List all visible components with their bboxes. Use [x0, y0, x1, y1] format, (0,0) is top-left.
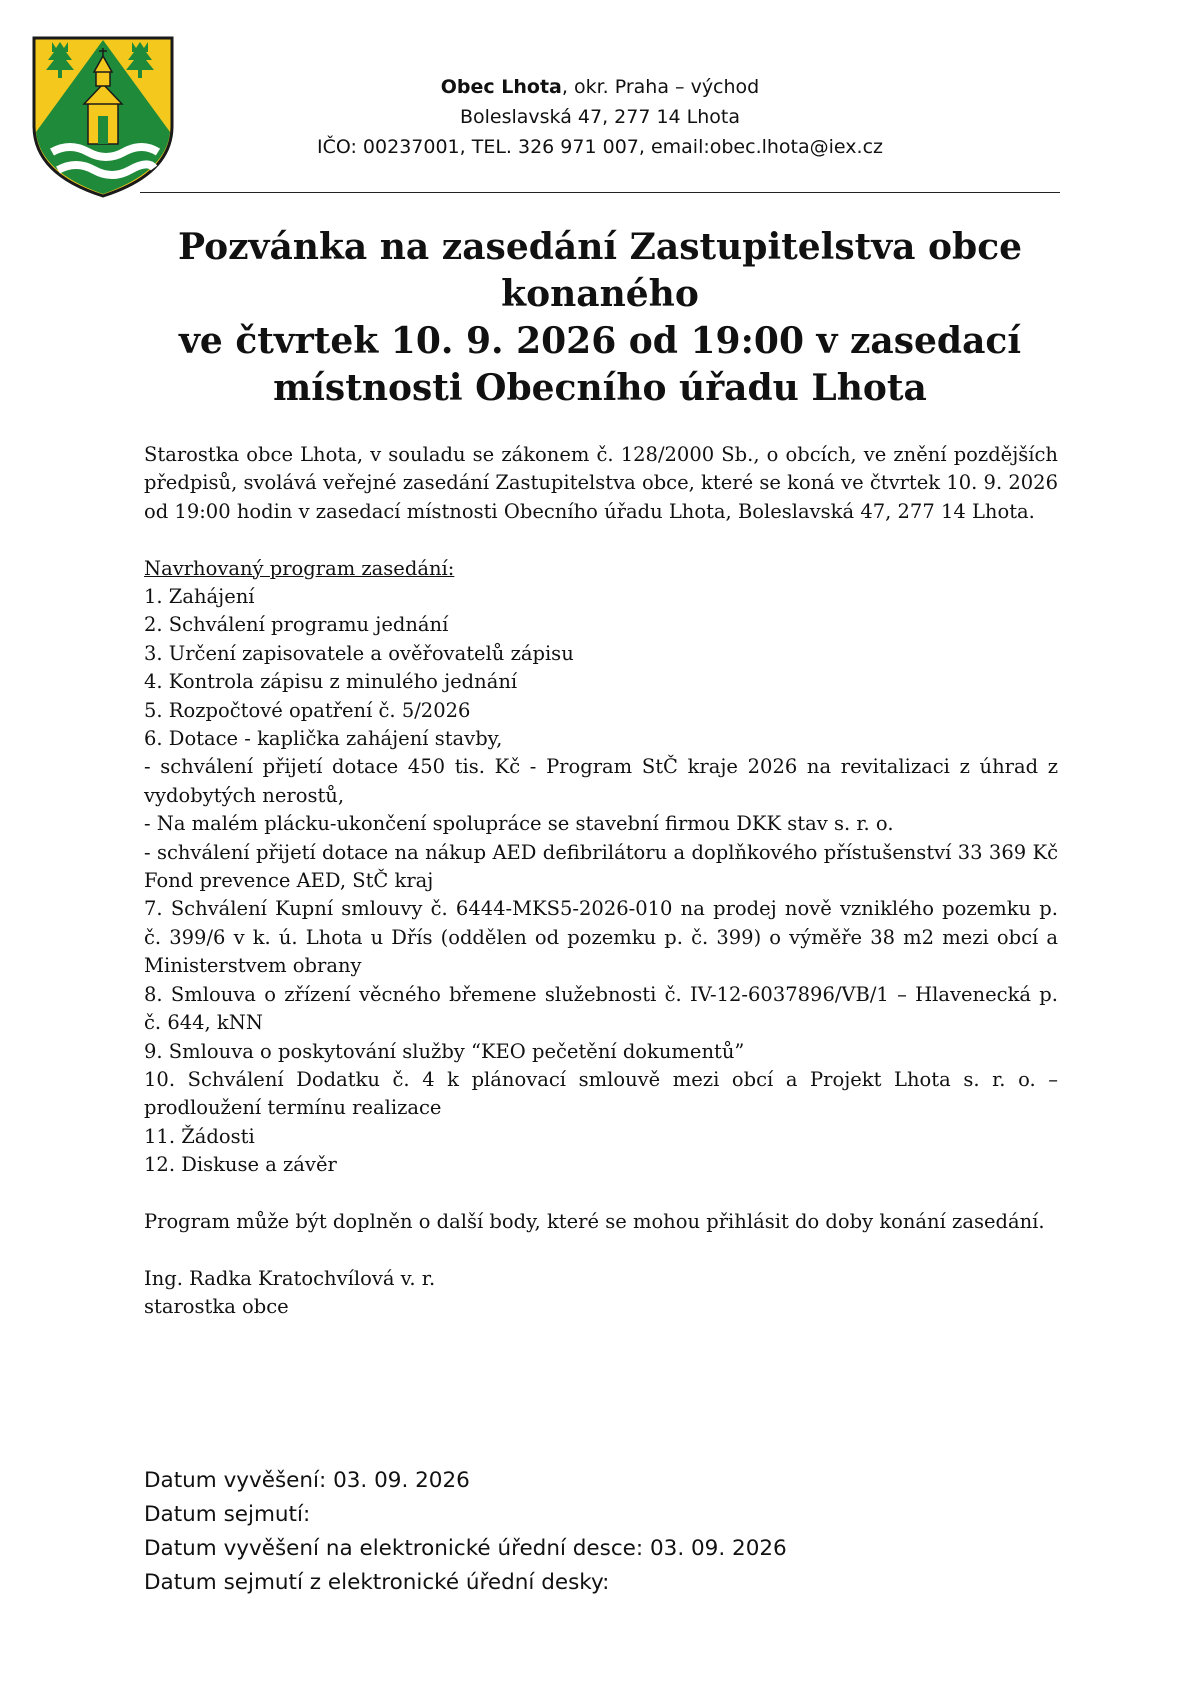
program-subitem-aed: - schválení přijetí dotace na nákup AED defibrilátoru a doplňkového přístušenství 33 369 Kč Fond prevence AED, StČ kraj [144, 840, 1058, 893]
posting-dates [144, 1464, 1058, 1600]
program-item-12: 12. Diskuse a závěr [144, 1153, 337, 1177]
program-heading: Navrhovaný program zasedání: [144, 556, 455, 580]
header-org-line [250, 72, 950, 102]
title-line-2: konaného [501, 273, 699, 315]
program-item-1: 1. Zahájení [144, 585, 255, 609]
org-district: , okr. Praha – východ [561, 76, 760, 98]
date-posted-electronic: Datum vyvěšení na elektronické úřední desce: 03. 09. 2026 [144, 1536, 787, 1561]
title-line-4: místnosti Obecního úřadu Lhota [273, 367, 927, 409]
program-item-5: 5. Rozpočtové opatření č. 5/2026 [144, 698, 471, 722]
date-removed-electronic: Datum sejmutí z elektronické úřední desky: [144, 1570, 610, 1595]
document-title [150, 224, 1050, 412]
program-item-6: 6. Dotace - kaplička zahájení stavby, [144, 727, 503, 751]
program-item-4: 4. Kontrola zápisu z minulého jednání [144, 670, 518, 694]
program-item-3: 3. Určení zapisovatele a ověřovatelů zápisu [144, 641, 574, 665]
program-note: Program může být doplněn o další body, které se mohou přihlásit do doby konání zasedání. [144, 1209, 1045, 1233]
program-item-7: 7. Schválení Kupní smlouvy č. 6444-MKS5-2026-010 na prodej nově vzniklého pozemku p. č. 399/6 v k. ú. Lhota u Dřís (oddělen od pozemku p. č. 399) o výměře 38 m2 mezi obcí a Ministerstvem obrany [144, 897, 1058, 978]
header-contact: IČO: 00237001, TEL. 326 971 007, email:obec.lhota@iex.cz [317, 136, 883, 158]
title-line-1: Pozvánka na zasedání Zastupitelstva obce [177, 226, 1023, 268]
program-item-8: 8. Smlouva o zřízení věcného břemene služebnosti č. IV-12-6037896/VB/1 – Hlavenecká p. č. 644, kNN [144, 982, 1058, 1035]
signature-role: starostka obce [144, 1295, 289, 1319]
program-item-10: 10. Schválení Dodatku č. 4 k plánovací smlouvě mezi obcí a Projekt Lhota s. r. o. – prodloužení termínu realizace [144, 1067, 1058, 1120]
org-name: Obec Lhota [440, 76, 562, 98]
document-body [144, 441, 1058, 1322]
title-line-3: ve čtvrtek 10. 9. 2026 od 19:00 v zasedací [178, 320, 1022, 362]
program-item-9: 9. Smlouva o poskytování služby “KEO pečetění dokumentů” [144, 1039, 745, 1063]
header-divider [140, 192, 1060, 193]
date-removed: Datum sejmutí: [144, 1502, 311, 1527]
header-address: Boleslavská 47, 277 14 Lhota [459, 106, 741, 128]
program-subitem-termination: - Na malém plácku-ukončení spolupráce se stavební firmou DKK stav s. r. o. [144, 812, 894, 836]
date-posted: Datum vyvěšení: 03. 09. 2026 [144, 1468, 470, 1493]
coat-of-arms-chapel-icon [30, 34, 176, 200]
intro-paragraph: Starostka obce Lhota, v souladu se zákonem č. 128/2000 Sb., o obcích, ve znění pozdějších předpisů, svolává veřejné zasedání Zastupitelstva obce, které se koná ve čtvrtek 10. 9. 2026 od 19:00 hodin v zasedací místnosti Obecního úřadu Lhota, Boleslavská 47, 277 14 Lhota. [144, 443, 1058, 523]
program-subitem-grant: - schválení přijetí dotace 450 tis. Kč - Program StČ kraje 2026 na revitalizaci z úhrad z vydobytých nerostů, [144, 755, 1058, 807]
office-header [250, 72, 950, 162]
signature-name: Ing. Radka Kratochvílová v. r. [144, 1266, 436, 1290]
program-item-2: 2. Schválení programu jednání [144, 613, 449, 637]
program-item-11: 11. Žádosti [144, 1124, 255, 1148]
